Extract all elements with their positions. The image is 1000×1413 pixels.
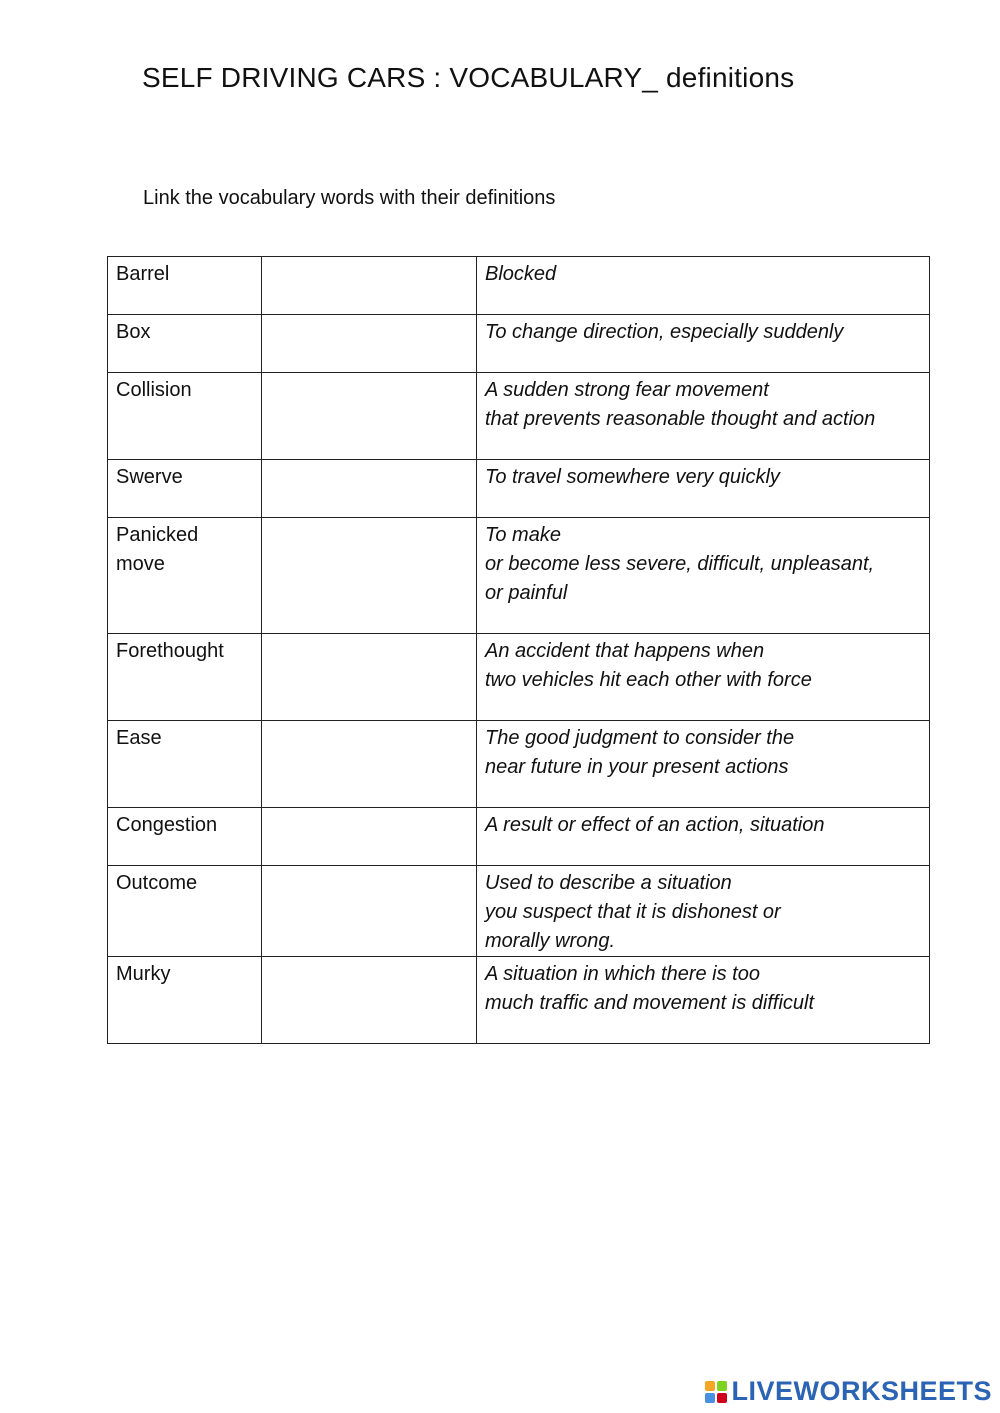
word-text: move [116, 553, 165, 575]
definition-cell [477, 373, 930, 460]
answer-cell[interactable] [262, 866, 477, 957]
definition-text: An accident that happens when [485, 640, 765, 662]
logo-square-icon [717, 1393, 727, 1403]
definition-text: two vehicles hit each other with force [485, 669, 812, 691]
word-cell [108, 460, 262, 518]
word-text: Barrel [116, 263, 170, 285]
definition-cell [477, 315, 930, 373]
answer-cell[interactable] [262, 957, 477, 1044]
definition-cell [477, 634, 930, 721]
definition-text: A result or effect of an action, situation [485, 814, 825, 836]
definition-text: Blocked [485, 263, 557, 285]
word-text: Forethought [116, 640, 224, 662]
word-text: Swerve [116, 466, 183, 488]
word-text: Murky [116, 963, 171, 985]
table-row [108, 634, 930, 721]
definition-text: To travel somewhere very quickly [485, 466, 780, 488]
word-text: Collision [116, 379, 192, 401]
definition-text: To make [485, 524, 561, 546]
definition-text: that prevents reasonable thought and action [485, 408, 876, 430]
definition-text: Used to describe a situation [485, 872, 732, 894]
liveworksheets-logo [705, 1376, 992, 1407]
word-cell [108, 957, 262, 1044]
logo-text: LIVEWORKSHEETS [731, 1376, 992, 1406]
word-cell [108, 257, 262, 315]
page-title: SELF DRIVING CARS : VOCABULARY_ definitions [142, 62, 795, 93]
definition-cell [477, 957, 930, 1044]
definition-text: To change direction, especially suddenly [485, 321, 844, 343]
logo-square-icon [717, 1381, 727, 1391]
word-cell [108, 808, 262, 866]
table-row [108, 518, 930, 634]
table-row [108, 808, 930, 866]
word-text: Box [116, 321, 151, 343]
definition-cell [477, 460, 930, 518]
definition-text: or painful [485, 582, 568, 604]
instructions-text: Link the vocabulary words with their definitions [143, 187, 556, 209]
answer-cell[interactable] [262, 808, 477, 866]
table-row [108, 315, 930, 373]
answer-cell[interactable] [262, 257, 477, 315]
logo-square-icon [705, 1393, 715, 1403]
word-text: Panicked [116, 524, 199, 546]
vocabulary-table [107, 256, 930, 1044]
word-text: Outcome [116, 872, 198, 894]
definition-text: morally wrong. [485, 930, 616, 952]
answer-cell[interactable] [262, 721, 477, 808]
word-cell [108, 634, 262, 721]
table-row [108, 957, 930, 1044]
answer-cell[interactable] [262, 460, 477, 518]
word-cell [108, 373, 262, 460]
definition-cell [477, 808, 930, 866]
definition-text: near future in your present actions [485, 756, 789, 778]
word-cell [108, 721, 262, 808]
table-row [108, 373, 930, 460]
answer-cell[interactable] [262, 634, 477, 721]
word-cell [108, 315, 262, 373]
logo-square-icon [705, 1381, 715, 1391]
table-row [108, 257, 930, 315]
definition-text: A sudden strong fear movement [485, 379, 769, 401]
answer-cell[interactable] [262, 373, 477, 460]
answer-cell[interactable] [262, 518, 477, 634]
definition-cell [477, 866, 930, 957]
definition-cell [477, 518, 930, 634]
definition-cell [477, 257, 930, 315]
word-cell [108, 866, 262, 957]
definition-text: much traffic and movement is difficult [485, 992, 815, 1014]
table-row [108, 460, 930, 518]
word-text: Ease [116, 727, 162, 749]
logo-mark-icon [705, 1381, 727, 1403]
definition-text: you suspect that it is dishonest or [485, 901, 781, 923]
answer-cell[interactable] [262, 315, 477, 373]
table-row [108, 721, 930, 808]
definition-text: or become less severe, difficult, unpleasant, [485, 553, 875, 575]
definition-cell [477, 721, 930, 808]
definition-text: A situation in which there is too [485, 963, 760, 985]
definition-text: The good judgment to consider the [485, 727, 795, 749]
table-row [108, 866, 930, 957]
word-text: Congestion [116, 814, 218, 836]
word-cell [108, 518, 262, 634]
